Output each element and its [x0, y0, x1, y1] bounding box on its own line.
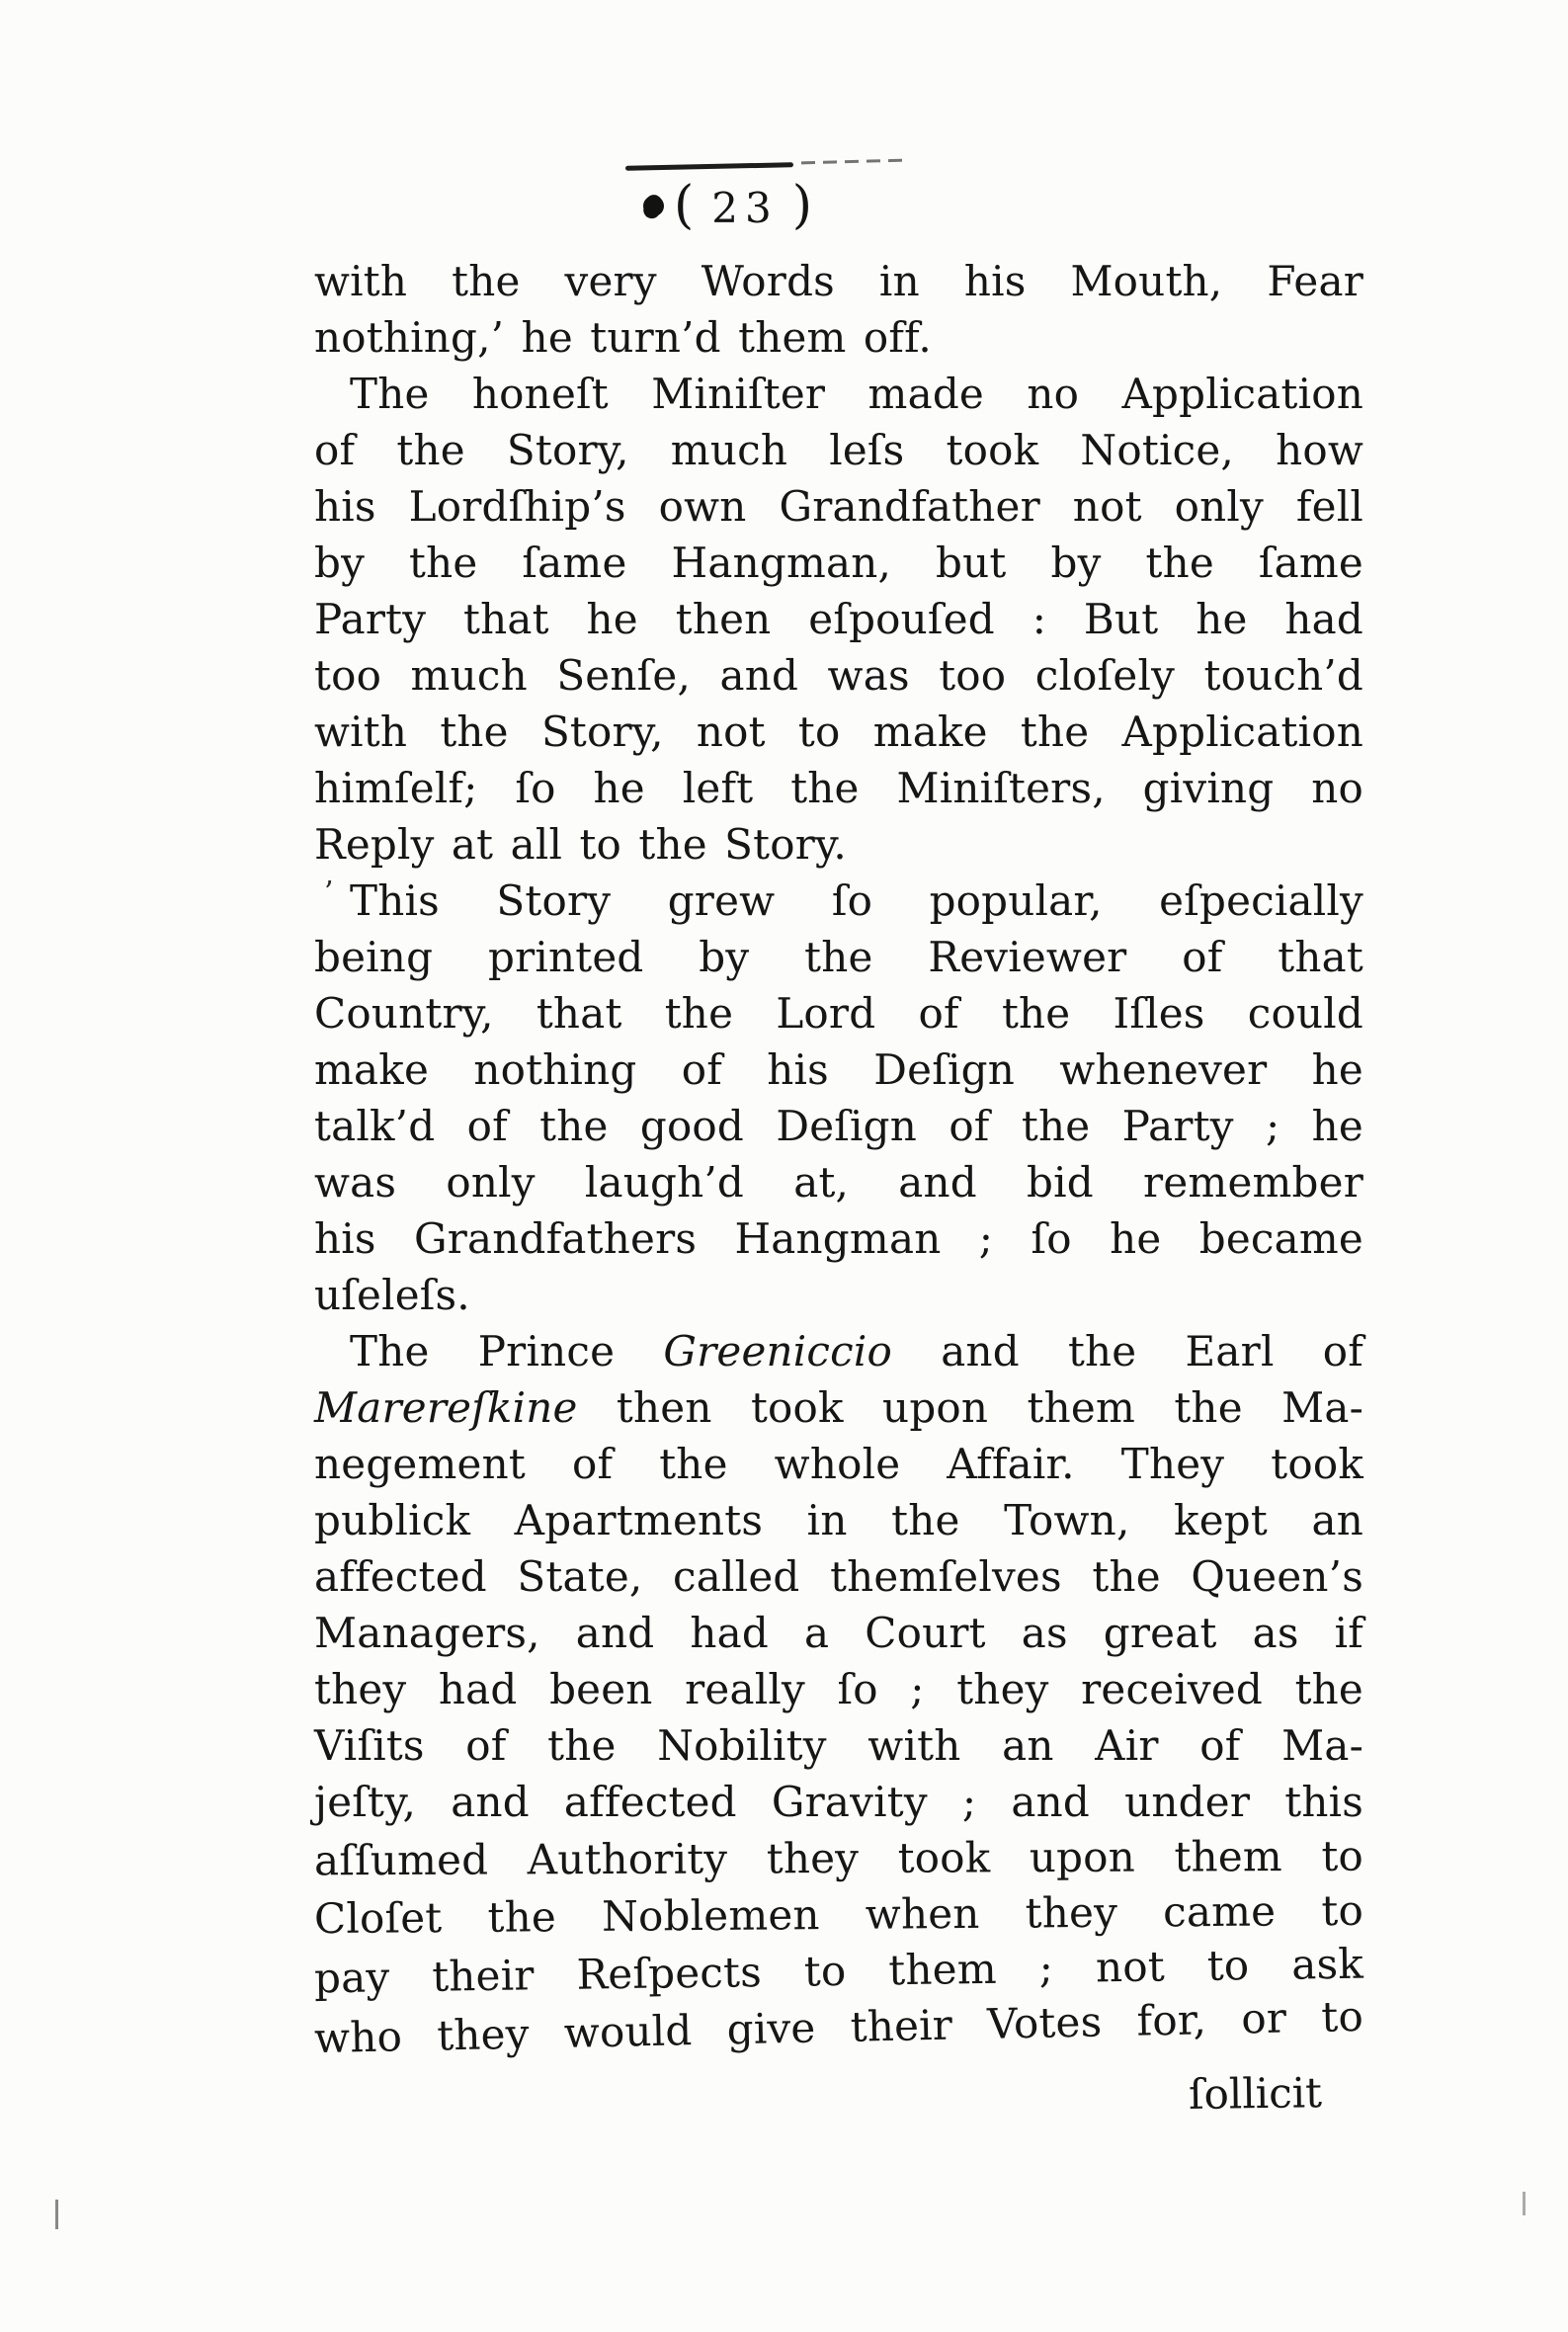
text-segment: talk’d of the good Deſign of the Party ; he — [314, 1102, 1363, 1150]
text-line — [314, 366, 1363, 422]
text-segment: Party that he then eſpouſed : But he had — [314, 595, 1363, 643]
text-line — [314, 760, 1363, 816]
text-segment: negement of the whole Affair. They took — [314, 1440, 1363, 1488]
text-segment: Country, that the Lord of the Iſles could — [314, 989, 1363, 1038]
text-line — [314, 1323, 1363, 1379]
text-line — [314, 1492, 1363, 1548]
text-line — [314, 535, 1363, 591]
text-segment: his Lordſhip’s own Grandfather not only fell — [314, 482, 1363, 531]
text-segment: The honeſt Miniſter made no Application — [350, 370, 1363, 418]
text-line — [314, 873, 1363, 929]
text-segment: pay their Reſpects to them ; not to ask — [313, 1939, 1364, 2003]
text-segment: himſelf; ſo he left the Miniſters, giving no — [314, 764, 1363, 812]
page-number-open-paren: ( — [673, 176, 699, 235]
marginal-mark: ’ — [324, 875, 334, 910]
page-number — [674, 176, 816, 235]
text-line — [314, 816, 1363, 873]
scan-edge-mark-left — [55, 2200, 58, 2229]
text-segment: too much Senſe, and was too cloſely touch’d — [314, 651, 1363, 700]
text-segment: who they would give their Votes for, or to — [313, 1991, 1364, 2063]
paragraph — [314, 253, 1363, 366]
text-line — [314, 1828, 1363, 1889]
text-segment: make nothing of his Deſign whenever he — [314, 1045, 1363, 1094]
text-line — [314, 1605, 1363, 1661]
paragraph — [313, 1323, 1364, 2063]
text-segment: publick Apartments in the Town, kept an — [314, 1496, 1363, 1544]
text-segment: then took upon them the Ma- — [577, 1383, 1363, 1432]
text-line — [314, 478, 1363, 535]
text-segment: This Story grew ſo popular, eſpecially — [350, 876, 1363, 925]
leaf-ornament-icon — [639, 191, 669, 220]
text-segment: jeſty, and affected Gravity ; and under this — [314, 1778, 1363, 1826]
catchword: ſollicit — [1188, 2068, 1323, 2120]
page-number-value: 23 — [711, 184, 779, 232]
paragraph — [314, 873, 1363, 1323]
text-segment: by the ſame Hangman, but by the ſame — [314, 539, 1363, 587]
text-line — [314, 1661, 1363, 1717]
text-line — [314, 1210, 1363, 1267]
text-segment: being printed by the Reviewer of that — [314, 933, 1363, 981]
text-segment: Viſits of the Nobility with an Air of Ma- — [314, 1721, 1363, 1770]
text-line — [314, 1436, 1363, 1492]
text-line — [314, 422, 1363, 478]
text-segment: with the Story, not to make the Application — [314, 708, 1363, 756]
text-segment: his Grandfathers Hangman ; ſo he became — [314, 1214, 1363, 1263]
text-line — [314, 1548, 1363, 1605]
paragraph — [314, 366, 1363, 873]
text-segment: Managers, and had a Court as great as if — [314, 1609, 1363, 1657]
text-segment: and the Earl of — [892, 1327, 1364, 1375]
text-segment: with the very Words in his Mouth, Fear — [314, 257, 1363, 305]
text-line — [314, 1041, 1363, 1098]
page-number-group — [643, 176, 816, 235]
text-line — [314, 647, 1363, 704]
text-segment: they had been really ſo ; they received the — [314, 1665, 1363, 1713]
page-number-close-paren: ) — [791, 176, 817, 235]
scan-edge-mark-right — [1523, 2192, 1526, 2215]
text-line — [314, 929, 1363, 985]
text-line — [314, 1267, 1363, 1323]
text-segment: aſſumed Authority they took upon them to — [313, 1831, 1364, 1885]
text-segment: nothing,’ he turn’d them off. — [314, 313, 932, 362]
text-segment: of the Story, much leſs took Notice, how — [314, 426, 1363, 474]
text-segment: was only laugh’d at, and bid remember — [314, 1158, 1363, 1207]
text-line — [314, 1154, 1363, 1210]
text-line — [314, 1774, 1363, 1830]
page-header — [0, 176, 1568, 235]
text-line — [314, 1379, 1363, 1436]
text-line — [314, 1098, 1363, 1154]
text-segment: Cloſet the Noblemen when they came to — [313, 1885, 1364, 1944]
text-line — [314, 985, 1363, 1041]
italic-text: Marereſkine — [314, 1383, 578, 1432]
text-line — [314, 253, 1363, 309]
text-segment: affected State, called themſelves the Queen’s — [314, 1552, 1363, 1601]
catchword-line — [314, 2068, 1364, 2131]
text-block — [313, 253, 1364, 2063]
text-line — [314, 704, 1363, 760]
italic-text: Greeniccio — [663, 1327, 893, 1375]
text-segment: uſeleſs. — [314, 1271, 470, 1319]
text-segment: Reply at all to the Story. — [314, 820, 847, 869]
text-line — [314, 1717, 1363, 1774]
text-line — [314, 591, 1363, 647]
text-segment: The Prince — [350, 1327, 664, 1375]
text-line — [314, 309, 1363, 366]
